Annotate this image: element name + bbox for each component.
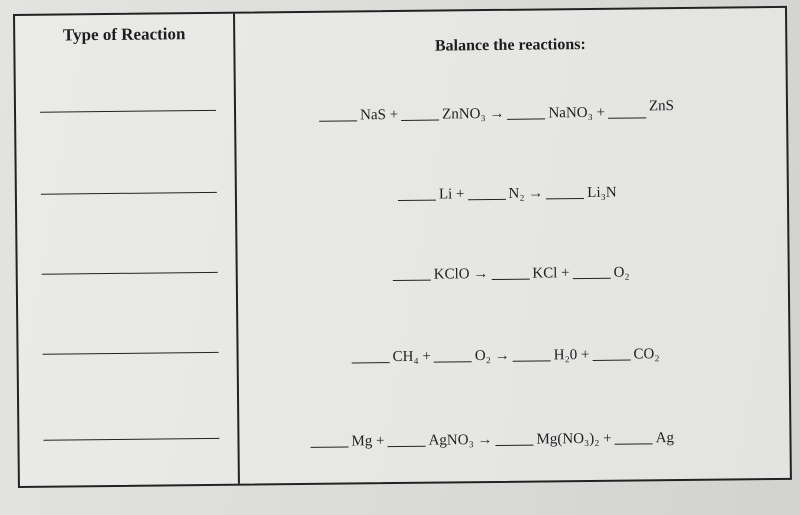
type-answer-line-4[interactable] — [43, 352, 219, 355]
balance-reactions-header: Balance the reactions: — [434, 36, 586, 55]
coefficient-blank[interactable] — [319, 120, 357, 121]
coefficient-blank[interactable] — [546, 198, 584, 199]
reaction-3 — [390, 256, 788, 284]
product-nano3: NaNO₃ + — [548, 104, 606, 122]
reaction-4 — [348, 338, 788, 367]
coefficient-blank[interactable] — [352, 362, 390, 363]
reactant-ch4: CH₄ + — [392, 348, 431, 366]
coefficient-blank[interactable] — [615, 443, 653, 444]
coefficient-blank[interactable] — [311, 447, 349, 448]
product-h2o: H₂0 + — [553, 346, 590, 364]
coefficient-blank[interactable] — [388, 446, 426, 447]
reactant-nas: NaS + — [359, 106, 399, 124]
product-li3n: Li₃N — [587, 184, 617, 201]
product-o2: O₂ — [613, 264, 630, 281]
reactant-n2: N₂ → — [508, 185, 544, 202]
coefficient-blank[interactable] — [434, 361, 472, 362]
coefficient-blank[interactable] — [398, 200, 436, 201]
type-answer-line-5[interactable] — [43, 438, 219, 441]
coefficient-blank[interactable] — [593, 360, 631, 361]
reaction-2 — [395, 176, 787, 204]
product-mg-no3-2: Mg(NO₃)₂ + — [536, 430, 612, 448]
product-co2: CO₂ — [633, 346, 660, 363]
reactant-znno3: ZnNO₃ → — [442, 105, 505, 123]
coefficient-blank[interactable] — [401, 120, 439, 121]
coefficient-blank[interactable] — [507, 118, 545, 119]
reactant-mg: Mg + — [351, 433, 385, 450]
product-zns: ZnS — [648, 98, 675, 115]
reactant-o2: O₂ → — [474, 347, 510, 365]
coefficient-blank[interactable] — [491, 279, 529, 280]
worksheet-table — [13, 6, 792, 488]
coefficient-blank[interactable] — [608, 117, 646, 118]
coefficient-blank[interactable] — [573, 278, 611, 279]
reactant-li: Li + — [438, 186, 465, 203]
coefficient-blank[interactable] — [468, 199, 506, 200]
coefficient-blank[interactable] — [393, 280, 431, 281]
reactant-agno3: AgNO₃ → — [428, 432, 493, 449]
type-answer-line-2[interactable] — [41, 192, 217, 195]
reactant-kclo: KClO → — [433, 266, 489, 283]
column-divider — [233, 14, 240, 484]
reaction-1 — [316, 96, 786, 125]
type-answer-line-1[interactable] — [40, 110, 216, 113]
product-kcl: KCl + — [532, 265, 570, 282]
product-ag: Ag — [655, 430, 675, 447]
type-answer-line-3[interactable] — [42, 272, 218, 275]
reaction-5 — [307, 422, 789, 451]
coefficient-blank[interactable] — [513, 360, 551, 361]
coefficient-blank[interactable] — [496, 445, 534, 446]
type-of-reaction-header: Type of Reaction — [62, 24, 186, 45]
